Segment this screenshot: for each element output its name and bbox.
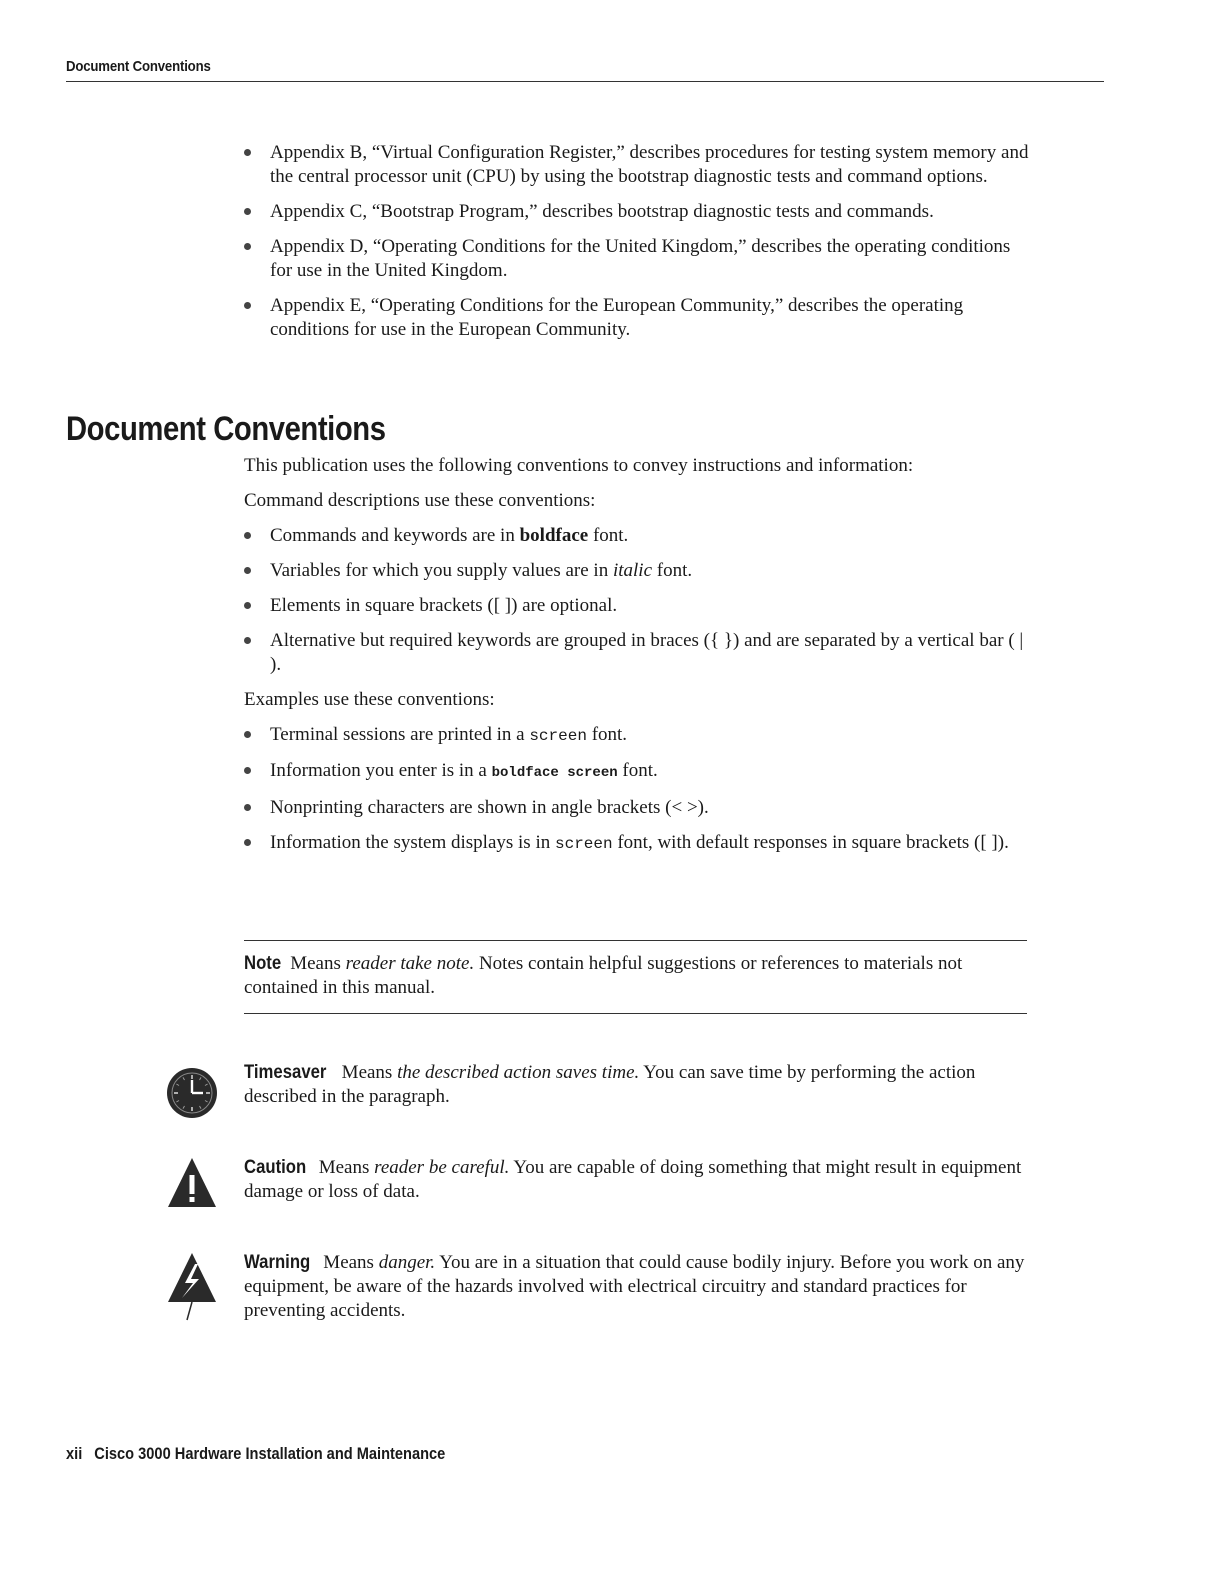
- note-label: Note: [244, 953, 282, 974]
- boldface-screen-sample: boldface screen: [491, 765, 618, 781]
- section-title: Document Conventions: [66, 410, 386, 448]
- list-item: Information you enter is in a boldface screen font.: [244, 759, 1034, 785]
- bullet-icon: [244, 567, 251, 574]
- appendix-list: [244, 141, 1034, 342]
- bullet-icon: [244, 839, 251, 846]
- list-item: Alternative but required keywords are grouped in braces ({ }) and are separated by a vertical bar ( | ).: [244, 629, 1034, 677]
- page-footer: [66, 1444, 445, 1464]
- list-item: Variables for which you supply values are in italic font.: [244, 559, 1034, 583]
- caution-block: Caution Means reader be careful. You are capable of doing something that might result in equipment damage or loss of data.: [244, 1157, 1022, 1202]
- warning-lightning-icon: [165, 1250, 219, 1327]
- header-rule: [66, 81, 1104, 82]
- list-item: Elements in square brackets ([ ]) are optional.: [244, 594, 1034, 618]
- bullet-icon: [244, 637, 251, 644]
- bullet-icon: [244, 602, 251, 609]
- command-conventions-list: [244, 524, 1034, 677]
- intro-text: This publication uses the following conventions to convey instructions and information:: [244, 455, 914, 476]
- command-intro-text: Command descriptions use these conventions:: [244, 490, 596, 511]
- note-top-rule: [244, 940, 1027, 941]
- bullet-icon: [244, 767, 251, 774]
- timesaver-label: Timesaver: [244, 1062, 327, 1083]
- italic-sample: italic: [612, 560, 653, 581]
- list-item: Appendix E, “Operating Conditions for the European Community,” describes the operating conditions for use in the European Community.: [244, 294, 1034, 342]
- screen-font-sample: screen: [529, 727, 587, 745]
- caution-triangle-icon: [165, 1155, 219, 1216]
- boldface-sample: boldface: [519, 525, 589, 546]
- bullet-icon: [244, 731, 251, 738]
- screen-font-sample: screen: [554, 835, 613, 853]
- appendix-list-block: [244, 141, 1034, 353]
- conventions-body: [244, 454, 1034, 867]
- bullet-icon: [244, 532, 251, 539]
- note-bottom-rule: [244, 1013, 1027, 1014]
- warning-block: Warning Means danger. You are in a situation that could cause bodily injury. Before you work on any equipment, be aware of the hazards involved with electrical circuitry and standard practices for preventing accidents.: [244, 1252, 1025, 1321]
- list-item: Commands and keywords are in boldface font.: [244, 524, 1034, 548]
- book-title: Cisco 3000 Hardware Installation and Maintenance: [94, 1444, 446, 1463]
- bullet-icon: [244, 149, 251, 156]
- list-item: Appendix B, “Virtual Configuration Register,” describes procedures for testing system memory and the central processor unit (CPU) by using the bootstrap diagnostic tests and command options.: [244, 141, 1034, 189]
- bullet-icon: [244, 804, 251, 811]
- note-block: Note Means reader take note. Notes contain helpful suggestions or references to materials not contained in this manual.: [244, 953, 963, 998]
- list-item: Appendix C, “Bootstrap Program,” describes bootstrap diagnostic tests and commands.: [244, 200, 1034, 224]
- list-item: Terminal sessions are printed in a screen font.: [244, 723, 1034, 748]
- bullet-icon: [244, 243, 251, 250]
- caution-label: Caution: [244, 1157, 307, 1178]
- list-item: Information the system displays is in screen font, with default responses in square brackets ([ ]).: [244, 831, 1034, 856]
- list-item: Appendix D, “Operating Conditions for the United Kingdom,” describes the operating conditions for use in the United Kingdom.: [244, 235, 1034, 283]
- examples-intro-text: Examples use these conventions:: [244, 689, 495, 710]
- page-number: xii: [66, 1444, 83, 1463]
- running-header: Document Conventions: [66, 58, 211, 75]
- warning-label: Warning: [244, 1252, 311, 1273]
- bullet-icon: [244, 208, 251, 215]
- bullet-icon: [244, 302, 251, 309]
- timesaver-block: Timesaver Means the described action saves time. You can save time by performing the action described in the paragraph.: [244, 1062, 976, 1107]
- list-item: Nonprinting characters are shown in angle brackets (< >).: [244, 796, 1034, 820]
- clock-icon: [165, 1061, 219, 1130]
- example-conventions-list: [244, 723, 1034, 856]
